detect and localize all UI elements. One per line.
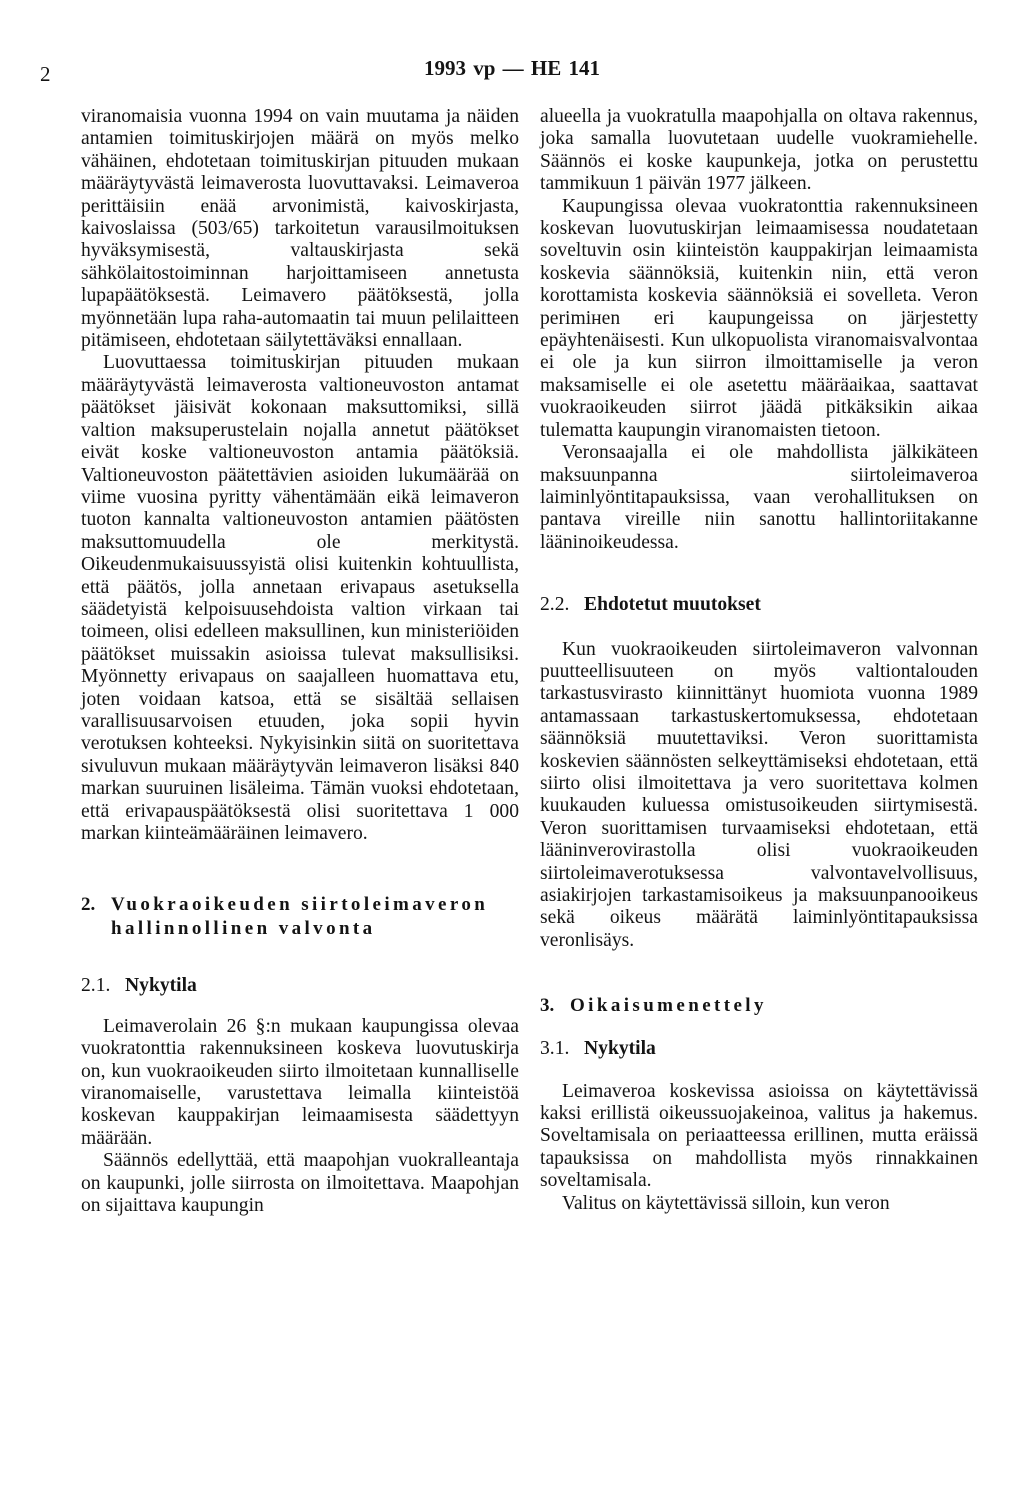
paragraph: Säännös edellyttää, että maapohjan vuokralleantaja on kaupunki, jolle siirrosta on ilmoitettava. Maapohjan on sijaittava kaupungin — [81, 1150, 519, 1217]
subsection-title: Nykytila — [584, 1038, 656, 1060]
subsection-number: 2.2. — [540, 594, 570, 616]
page-number: 2 — [40, 62, 51, 86]
subsection-title: Nykytila — [125, 975, 197, 997]
section-title: Oikaisumenettely — [570, 995, 767, 1017]
right-column — [540, 106, 978, 1215]
paragraph: Leimaverolain 26 §:n mukaan kaupungissa olevaa vuokratonttia rakennuksineen koskeva luovutuskirja on, kun vuokraoikeuden siirto ilmoitetaan kunnalliselle viranomaiselle, varustettava leimalla kiinteistöä koskevan kauppakirjan leimaamisesta säädettyyn määrään. — [81, 1015, 519, 1149]
paragraph: Veronsaajalla ei ole mahdollista jälkikäteen maksuunpanna siirtoleimaveroa laiminlyöntitapauksissa, vaan verohallituksen on pantava vireille niin sanottu hallintoriitakanne lääninoikeudessa. — [540, 442, 978, 553]
subsection-heading-2-2 — [540, 594, 978, 616]
section-number: 3. — [540, 995, 555, 1017]
paragraph: alueella ja vuokratulla maapohjalla on oltava rakennus, joka samalla luovutetaan uudelle vuokramiehelle. Säännös ei koske kaupunkeja, jotka on perustettu tammikuun 1 päivän 1977 jälkeen. — [540, 106, 978, 195]
paragraph: viranomaisia vuonna 1994 on vain muutama ja näiden antamien toimituskirjojen määrä on myös melko vähäinen, ehdotetaan toimituskirjan pituuden mukaan määräytyvästä leimaverosta luovuttavaksi. Leimaveroa perittäisiin enää arvonimistä, kaivoskirjasta, kaivoslaissa (503/65) tarkoitetun varausilmoituksen hyväksymisestä, valtauskirjasta sekä sähkölaitostoiminnan harjoittamiseen annetusta lupapäätöksestä. Leimavero päätöksestä, jolla myönnetään lupa raha-automaatin tai muun pelilaitteen pitämiseen, ehdotetaan säilytettäväksi ennallaan. — [81, 106, 519, 352]
running-title: 1993 vp — HE 141 — [423, 56, 601, 80]
section-title-line-1: Vuokraoikeuden siirtoleimaveron — [111, 894, 489, 916]
subsection-number: 2.1. — [81, 975, 111, 997]
section-title-line-2: hallinnollinen valvonta — [111, 918, 376, 940]
section-number: 2. — [81, 894, 96, 916]
subsection-title: Ehdotetut muutokset — [584, 594, 761, 616]
paragraph: Leimaveroa koskevissa asioissa on käytettävissä kaksi erillistä oikeussuojakeinoa, valitus ja hakemus. Soveltamisala on periaatteessa erillinen, mutta eräissä tapauksissa on mahdollista myös rinnakkainen soveltamisala. — [540, 1080, 978, 1192]
left-column — [81, 106, 519, 1217]
subsection-heading-3-1 — [540, 1038, 978, 1060]
subsection-heading-2-1 — [81, 975, 519, 997]
page-header — [0, 48, 1024, 84]
subsection-number: 3.1. — [540, 1038, 570, 1060]
paragraph: Valitus on käytettävissä silloin, kun veron — [562, 1192, 890, 1214]
paragraph: Kaupungissa olevaa vuokratonttia rakennuksineen koskevan luovutuskirjan leimaamisessa noudatetaan soveltuvin osin kiinteistön kauppakirjan leimaamista koskevia säännöksiä, kuitenkin niin, että veron korottamista koskevia säännöksiä ei sovelleta. Veron perimінen eri kaupungeissa on järjestetty epäyhtenäisesti. Kun ulkopuolista viranomaisvalvontaa ei ole ja kun siirron ilmoittamiselle ja veron maksamiselle ei ole asetettu määräaikaa, saattavat vuokraoikeuden siirrot jäädä pitkäksikin aikaa tulematta kaupungin viranomaisten tietoon. — [540, 195, 978, 441]
section-heading-3 — [540, 994, 978, 1018]
paragraph: Kun vuokraoikeuden siirtoleimaveron valvonnan puutteellisuuteen on myös valtiontalouden tarkastusvirasto kiinnittänyt huomiota vuonna 1989 antamassaan tarkastuskertomuksessa, ehdotetaan säännöksiä muutettaviksi. Veron suorittamista koskevien säännösten selkeyttämiseksi ehdotetaan, että siirto olisi ilmoitettava ja vero suoritettava kolmen kuukauden kuluessa omistusoikeuden siirtymisestä. Veron suorittamisen turvaamiseksi ehdotetaan, että lääninverovirastolla olisi vuokraoikeuden siirtoleimaverotuksessa valvontavelvollisuus, asiakirjojen tarkastamisoikeus ja maksuunpanooikeus sekä oikeus määrätä laiminlyöntitapauksissa veronlisäys. — [540, 638, 978, 951]
paragraph: Luovuttaessa toimituskirjan pituuden mukaan määräytyvästä leimaverosta valtioneuvoston antamat päätökset jäisivät kokonaan maksuttomiksi, sillä valtion maksuperustelain nojalla annetut päätökset eivät koske valtioneuvoston antamia päätöksiä. Valtioneuvoston päätettävien asioiden lukumäärää on viime vuosina pyritty vähentämään eikä leimaveron tuoton kannalta valtioneuvoston antamien päätösten maksuttomuudella ole merkitystä. Oikeudenmukaisuussyistä olisi kuitenkin kohtuullista, että päätös, jolla annetaan erivapaus asetuksella säädetyistä kelpoisuusehdoista valtion virkaan tai toimeen, olisi edelleen maksullinen, kun ministeriöiden päätökset muissakin asioissa tulevat maksullisiksi. Myönnetty erivapaus on saajalleen huomattava etu, joten voidaan katsoa, että se sisältää sellaisen varallisuusarvoisen etuuden, joka sopii hyvin verotuksen kohteeksi. Nykyisinkin siitä on suoritettava sivuluvun mukaan määräytyvän leimaveron lisäksi 840 markan suuruinen lisäleima. Tämän vuoksi ehdotetaan, että erivapauspäätöksestä olisi suoritettava 1 000 markan kiinteämääräinen leimavero. — [81, 352, 519, 844]
section-heading-2 — [81, 893, 519, 941]
